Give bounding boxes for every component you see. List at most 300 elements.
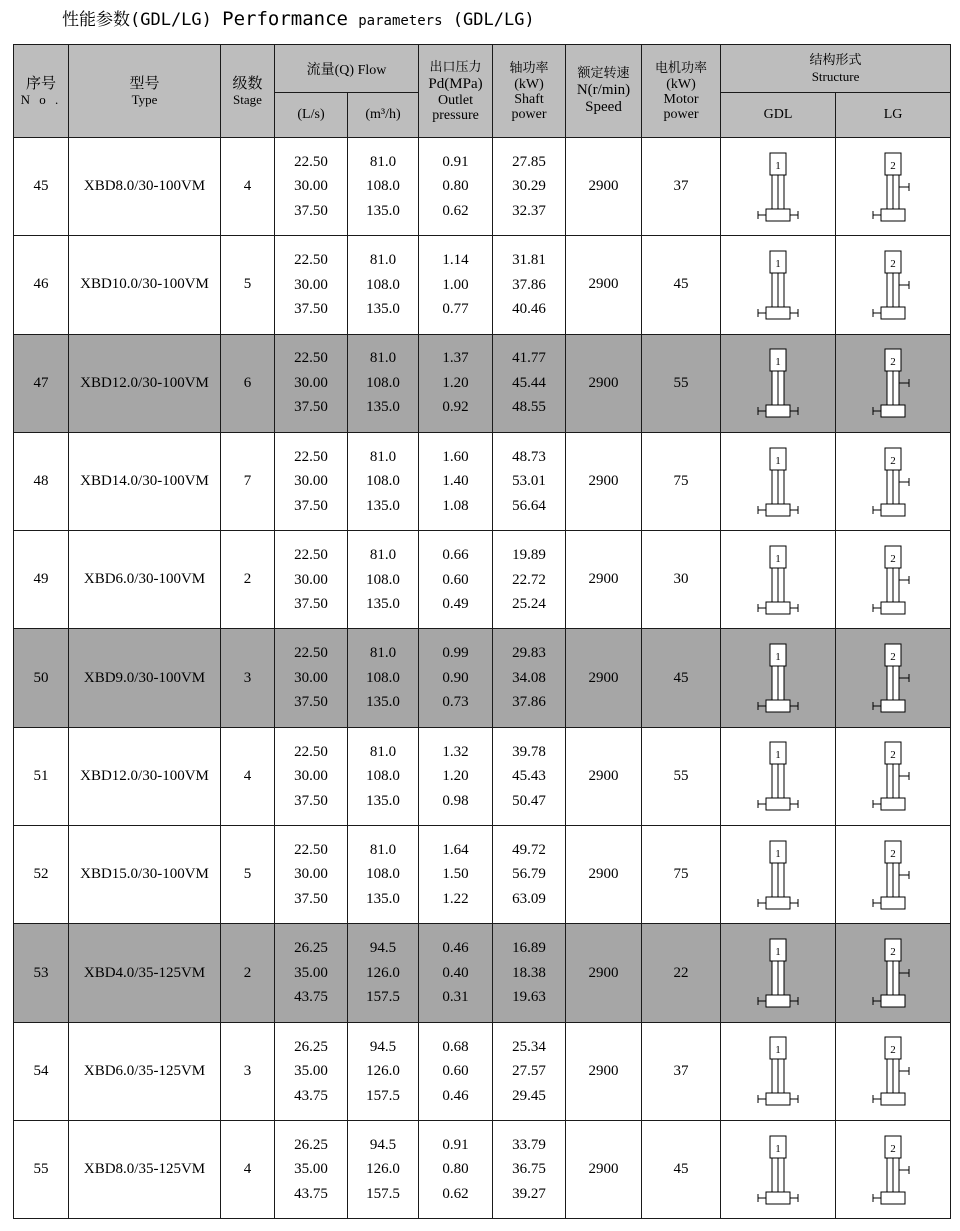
row-pressure-value: 1.20 [442, 374, 469, 391]
row-shaft-power-value: 27.57 [512, 1063, 546, 1080]
row-flow-ls [275, 432, 348, 530]
row-shaft-power-value: 48.73 [512, 448, 546, 465]
row-shaft-power-value: 18.38 [512, 964, 546, 981]
pump-base [766, 995, 790, 1007]
row-flow-ls-value: 22.50 [294, 350, 328, 367]
table-row [14, 531, 951, 629]
row-shaft-power-value: 33.79 [512, 1136, 546, 1153]
row-shaft-power [493, 1022, 566, 1120]
row-shaft-power-value: 19.89 [512, 547, 546, 564]
row-shaft-power-value: 27.85 [512, 153, 546, 170]
row-flow-m3h-value: 108.0 [366, 276, 400, 293]
row-flow-ls-value: 37.50 [294, 792, 328, 809]
row-flow-ls-value: 35.00 [294, 1161, 328, 1178]
pump-mark: 2 [890, 847, 896, 860]
pump-base [881, 504, 905, 516]
table-row [14, 629, 951, 727]
pump-mark: 2 [890, 454, 896, 467]
row-pressure-value: 0.49 [442, 596, 469, 613]
row-flow-ls-value: 35.00 [294, 1063, 328, 1080]
row-shaft-power-value: 56.64 [512, 497, 546, 514]
row-flow-ls-value: 30.00 [294, 669, 328, 686]
row-stage: 4 [221, 1120, 275, 1218]
pump-mark: 1 [775, 749, 781, 762]
row-pressure-value: 1.60 [442, 448, 469, 465]
row-speed: 2900 [566, 334, 642, 432]
table-row [14, 826, 951, 924]
row-pressure-value: 0.68 [442, 1038, 469, 1055]
row-flow-m3h-value: 108.0 [366, 768, 400, 785]
row-shaft-power-value: 32.37 [512, 202, 546, 219]
row-stage: 6 [221, 334, 275, 432]
table-row [14, 432, 951, 530]
row-shaft-power [493, 1120, 566, 1218]
header-pressure: 出口压力 Pd(MPa) Outlet pressure [419, 45, 493, 138]
row-no: 45 [14, 138, 69, 236]
row-flow-ls [275, 138, 348, 236]
row-flow-m3h-value: 81.0 [369, 547, 397, 564]
gdl-pump-icon [754, 545, 802, 615]
row-flow-ls-value: 22.50 [294, 743, 328, 760]
row-flow-ls-value: 37.50 [294, 596, 328, 613]
row-type: XBD8.0/35-125VM [69, 1120, 221, 1218]
pump-mark: 2 [890, 356, 896, 369]
row-flow-ls-value: 22.50 [294, 547, 328, 564]
lg-pump-icon [869, 741, 917, 811]
row-shaft-power-value: 19.63 [512, 989, 546, 1006]
row-pressure-value: 0.91 [442, 153, 469, 170]
row-pressure-value: 0.98 [442, 792, 469, 809]
row-pressure-value: 0.60 [442, 1063, 469, 1080]
pump-mark: 2 [890, 651, 896, 664]
row-shaft-power-value: 29.45 [512, 1087, 546, 1104]
row-shaft-power-value: 48.55 [512, 399, 546, 416]
row-speed: 2900 [566, 826, 642, 924]
row-shaft-power-value: 45.44 [512, 374, 546, 391]
pump-mark: 1 [775, 1044, 781, 1057]
row-shaft-power [493, 924, 566, 1022]
gdl-pump-icon [754, 741, 802, 811]
row-shaft-power [493, 629, 566, 727]
pump-mark: 2 [890, 257, 896, 270]
row-pressure-value: 1.00 [442, 276, 469, 293]
row-shaft-power-value: 41.77 [512, 350, 546, 367]
row-type: XBD15.0/30-100VM [69, 826, 221, 924]
title-en-small: parameters [358, 13, 443, 29]
row-flow-ls [275, 236, 348, 334]
row-shaft-power [493, 531, 566, 629]
row-shaft-power-value: 53.01 [512, 473, 546, 490]
row-no: 52 [14, 826, 69, 924]
row-flow-m3h-value: 81.0 [369, 252, 397, 269]
row-pressure-value: 1.40 [442, 473, 469, 490]
row-no: 49 [14, 531, 69, 629]
row-no: 54 [14, 1022, 69, 1120]
row-stage: 4 [221, 138, 275, 236]
row-motor-power: 37 [642, 138, 721, 236]
row-no: 46 [14, 236, 69, 334]
row-structure-lg [836, 531, 951, 629]
row-structure-lg [836, 1120, 951, 1218]
row-shaft-power-value: 56.79 [512, 866, 546, 883]
gdl-pump-icon [754, 643, 802, 713]
row-speed: 2900 [566, 924, 642, 1022]
row-shaft-power-value: 29.83 [512, 645, 546, 662]
pump-base [766, 700, 790, 712]
table-row [14, 727, 951, 825]
row-flow-ls-value: 37.50 [294, 399, 328, 416]
performance-table [13, 44, 951, 1219]
row-flow-m3h [348, 727, 419, 825]
row-motor-power: 45 [642, 236, 721, 334]
row-shaft-power-value: 36.75 [512, 1161, 546, 1178]
row-speed: 2900 [566, 629, 642, 727]
row-structure-lg [836, 727, 951, 825]
row-flow-m3h [348, 826, 419, 924]
row-flow-ls-value: 43.75 [294, 1087, 328, 1104]
row-pressure-value: 0.73 [442, 694, 469, 711]
row-stage: 4 [221, 727, 275, 825]
pump-mark: 1 [775, 1142, 781, 1155]
row-stage: 3 [221, 629, 275, 727]
row-flow-m3h-value: 108.0 [366, 669, 400, 686]
row-pressure [419, 334, 493, 432]
row-flow-ls-value: 35.00 [294, 964, 328, 981]
pump-mark: 2 [890, 552, 896, 565]
row-pressure-value: 0.46 [442, 940, 469, 957]
pump-base [881, 798, 905, 810]
row-structure-lg [836, 236, 951, 334]
gdl-pump-icon [754, 938, 802, 1008]
pump-base [766, 209, 790, 221]
row-flow-m3h-value: 81.0 [369, 645, 397, 662]
row-shaft-power-value: 50.47 [512, 792, 546, 809]
row-flow-m3h-value: 126.0 [366, 964, 400, 981]
row-structure-gdl [721, 138, 836, 236]
row-flow-ls [275, 629, 348, 727]
pump-base [881, 995, 905, 1007]
pump-mark: 2 [890, 1142, 896, 1155]
pump-base [881, 602, 905, 614]
title-suffix: (GDL/LG) [452, 10, 535, 30]
row-flow-m3h-value: 81.0 [369, 841, 397, 858]
row-flow-m3h-value: 108.0 [366, 473, 400, 490]
pump-base [766, 504, 790, 516]
row-structure-gdl [721, 334, 836, 432]
pump-mark: 1 [775, 454, 781, 467]
row-stage: 5 [221, 826, 275, 924]
row-flow-m3h [348, 1120, 419, 1218]
row-stage: 5 [221, 236, 275, 334]
row-shaft-power [493, 727, 566, 825]
row-pressure-value: 1.20 [442, 768, 469, 785]
row-pressure-value: 0.31 [442, 989, 469, 1006]
gdl-pump-icon [754, 348, 802, 418]
row-motor-power: 22 [642, 924, 721, 1022]
row-shaft-power-value: 49.72 [512, 841, 546, 858]
header-lg: LG [836, 93, 951, 138]
row-flow-ls-value: 22.50 [294, 153, 328, 170]
lg-pump-icon [869, 545, 917, 615]
lg-pump-icon [869, 840, 917, 910]
pump-base [881, 700, 905, 712]
row-flow-m3h [348, 236, 419, 334]
row-no: 50 [14, 629, 69, 727]
row-structure-gdl [721, 924, 836, 1022]
row-motor-power: 75 [642, 826, 721, 924]
row-flow-m3h-value: 81.0 [369, 448, 397, 465]
row-pressure-value: 1.32 [442, 743, 469, 760]
row-shaft-power-value: 30.29 [512, 178, 546, 195]
row-shaft-power [493, 432, 566, 530]
row-flow-ls-value: 43.75 [294, 989, 328, 1006]
header-stage: 级数 Stage [221, 45, 275, 138]
row-type: XBD6.0/35-125VM [69, 1022, 221, 1120]
row-shaft-power [493, 334, 566, 432]
row-pressure [419, 1022, 493, 1120]
row-structure-gdl [721, 236, 836, 334]
row-structure-lg [836, 138, 951, 236]
row-type: XBD12.0/30-100VM [69, 727, 221, 825]
row-flow-ls-value: 30.00 [294, 374, 328, 391]
row-pressure-value: 1.37 [442, 350, 469, 367]
table-body [14, 138, 951, 1219]
row-type: XBD8.0/30-100VM [69, 138, 221, 236]
pump-mark: 1 [775, 552, 781, 565]
page-title [62, 4, 535, 34]
gdl-pump-icon [754, 152, 802, 222]
gdl-pump-icon [754, 447, 802, 517]
row-structure-gdl [721, 629, 836, 727]
row-pressure [419, 1120, 493, 1218]
row-flow-ls-value: 30.00 [294, 571, 328, 588]
row-motor-power: 55 [642, 727, 721, 825]
row-flow-m3h [348, 1022, 419, 1120]
row-structure-gdl [721, 432, 836, 530]
row-flow-m3h-value: 135.0 [366, 792, 400, 809]
table-row [14, 924, 951, 1022]
row-flow-ls-value: 22.50 [294, 841, 328, 858]
pump-base [766, 1093, 790, 1105]
row-shaft-power-value: 39.78 [512, 743, 546, 760]
row-structure-gdl [721, 1022, 836, 1120]
row-flow-ls-value: 26.25 [294, 940, 328, 957]
row-speed: 2900 [566, 432, 642, 530]
row-pressure-value: 1.64 [442, 841, 469, 858]
row-structure-gdl [721, 1120, 836, 1218]
row-structure-lg [836, 1022, 951, 1120]
row-flow-m3h-value: 157.5 [366, 1185, 400, 1202]
header-speed: 额定转速 N(r/min) Speed [566, 45, 642, 138]
row-type: XBD10.0/30-100VM [69, 236, 221, 334]
row-flow-ls-value: 37.50 [294, 497, 328, 514]
row-structure-lg [836, 334, 951, 432]
row-pressure-value: 0.62 [442, 202, 469, 219]
row-flow-ls [275, 531, 348, 629]
pump-mark: 2 [890, 749, 896, 762]
pump-base [766, 307, 790, 319]
pump-mark: 1 [775, 159, 781, 172]
row-flow-ls-value: 37.50 [294, 301, 328, 318]
row-flow-m3h [348, 138, 419, 236]
row-pressure-value: 0.80 [442, 1161, 469, 1178]
gdl-pump-icon [754, 840, 802, 910]
row-structure-lg [836, 629, 951, 727]
row-pressure [419, 531, 493, 629]
row-shaft-power-value: 16.89 [512, 940, 546, 957]
row-flow-m3h-value: 157.5 [366, 989, 400, 1006]
pump-base [881, 897, 905, 909]
row-pressure-value: 1.22 [442, 890, 469, 907]
row-pressure-value: 0.91 [442, 1136, 469, 1153]
row-pressure-value: 1.50 [442, 866, 469, 883]
row-shaft-power-value: 34.08 [512, 669, 546, 686]
row-flow-ls [275, 727, 348, 825]
row-shaft-power [493, 826, 566, 924]
row-flow-ls [275, 334, 348, 432]
pump-mark: 1 [775, 847, 781, 860]
row-motor-power: 37 [642, 1022, 721, 1120]
row-type: XBD4.0/35-125VM [69, 924, 221, 1022]
row-shaft-power-value: 25.34 [512, 1038, 546, 1055]
header-type: 型号 Type [69, 45, 221, 138]
row-no: 55 [14, 1120, 69, 1218]
row-flow-m3h-value: 157.5 [366, 1087, 400, 1104]
pump-base [766, 1192, 790, 1204]
row-flow-m3h-value: 81.0 [369, 743, 397, 760]
row-flow-ls-value: 30.00 [294, 276, 328, 293]
row-structure-lg [836, 826, 951, 924]
row-shaft-power-value: 25.24 [512, 596, 546, 613]
row-flow-m3h-value: 135.0 [366, 890, 400, 907]
pump-base [881, 1093, 905, 1105]
pump-base [881, 307, 905, 319]
row-stage: 2 [221, 924, 275, 1022]
row-shaft-power-value: 40.46 [512, 301, 546, 318]
pump-base [881, 209, 905, 221]
row-flow-ls [275, 1120, 348, 1218]
row-flow-m3h-value: 108.0 [366, 178, 400, 195]
row-flow-ls [275, 1022, 348, 1120]
lg-pump-icon [869, 1036, 917, 1106]
pump-base [766, 897, 790, 909]
row-pressure-value: 1.14 [442, 252, 469, 269]
lg-pump-icon [869, 250, 917, 320]
table-row [14, 1022, 951, 1120]
pump-mark: 2 [890, 159, 896, 172]
row-flow-ls-value: 30.00 [294, 178, 328, 195]
row-stage: 3 [221, 1022, 275, 1120]
lg-pump-icon [869, 447, 917, 517]
lg-pump-icon [869, 152, 917, 222]
row-pressure-value: 0.40 [442, 964, 469, 981]
row-type: XBD6.0/30-100VM [69, 531, 221, 629]
row-flow-m3h-value: 94.5 [369, 1136, 397, 1153]
row-flow-m3h-value: 81.0 [369, 153, 397, 170]
row-speed: 2900 [566, 1022, 642, 1120]
gdl-pump-icon [754, 1036, 802, 1106]
row-motor-power: 75 [642, 432, 721, 530]
row-pressure [419, 629, 493, 727]
row-shaft-power-value: 63.09 [512, 890, 546, 907]
table-row [14, 138, 951, 236]
header-flow-ls: (L/s) [275, 93, 348, 138]
pump-base [766, 405, 790, 417]
row-speed: 2900 [566, 236, 642, 334]
row-pressure-value: 0.77 [442, 301, 469, 318]
pump-base [766, 602, 790, 614]
row-pressure [419, 432, 493, 530]
row-flow-m3h [348, 629, 419, 727]
row-pressure-value: 0.80 [442, 178, 469, 195]
row-flow-m3h-value: 94.5 [369, 940, 397, 957]
row-flow-m3h-value: 81.0 [369, 350, 397, 367]
row-shaft-power [493, 138, 566, 236]
row-no: 53 [14, 924, 69, 1022]
row-speed: 2900 [566, 531, 642, 629]
row-flow-ls-value: 26.25 [294, 1136, 328, 1153]
row-flow-m3h-value: 135.0 [366, 694, 400, 711]
row-motor-power: 55 [642, 334, 721, 432]
row-pressure-value: 0.90 [442, 669, 469, 686]
pump-mark: 1 [775, 946, 781, 959]
row-flow-ls-value: 37.50 [294, 202, 328, 219]
table-row [14, 236, 951, 334]
lg-pump-icon [869, 1135, 917, 1205]
row-pressure [419, 236, 493, 334]
row-structure-gdl [721, 727, 836, 825]
row-shaft-power-value: 45.43 [512, 768, 546, 785]
row-flow-m3h-value: 94.5 [369, 1038, 397, 1055]
row-structure-gdl [721, 826, 836, 924]
row-type: XBD14.0/30-100VM [69, 432, 221, 530]
header-no: 序号 N o . [14, 45, 69, 138]
row-flow-ls-value: 26.25 [294, 1038, 328, 1055]
row-structure-lg [836, 924, 951, 1022]
gdl-pump-icon [754, 1135, 802, 1205]
row-flow-m3h [348, 334, 419, 432]
header-gdl: GDL [721, 93, 836, 138]
header-structure: 结构形式 Structure [721, 45, 951, 93]
lg-pump-icon [869, 643, 917, 713]
row-flow-ls-value: 30.00 [294, 866, 328, 883]
pump-mark: 2 [890, 1044, 896, 1057]
row-speed: 2900 [566, 138, 642, 236]
row-shaft-power [493, 236, 566, 334]
pump-base [881, 1192, 905, 1204]
pump-mark: 1 [775, 257, 781, 270]
row-flow-m3h-value: 135.0 [366, 596, 400, 613]
row-pressure-value: 1.08 [442, 497, 469, 514]
row-shaft-power-value: 39.27 [512, 1185, 546, 1202]
row-structure-lg [836, 432, 951, 530]
row-flow-m3h [348, 531, 419, 629]
pump-base [766, 798, 790, 810]
row-pressure [419, 727, 493, 825]
row-flow-ls-value: 37.50 [294, 694, 328, 711]
row-type: XBD9.0/30-100VM [69, 629, 221, 727]
pump-base [881, 405, 905, 417]
header-flow: 流量(Q) Flow [275, 45, 419, 93]
row-pressure-value: 0.99 [442, 645, 469, 662]
row-no: 47 [14, 334, 69, 432]
row-flow-ls-value: 30.00 [294, 768, 328, 785]
row-flow-m3h-value: 108.0 [366, 374, 400, 391]
table-row [14, 334, 951, 432]
gdl-pump-icon [754, 250, 802, 320]
lg-pump-icon [869, 938, 917, 1008]
row-pressure-value: 0.66 [442, 547, 469, 564]
